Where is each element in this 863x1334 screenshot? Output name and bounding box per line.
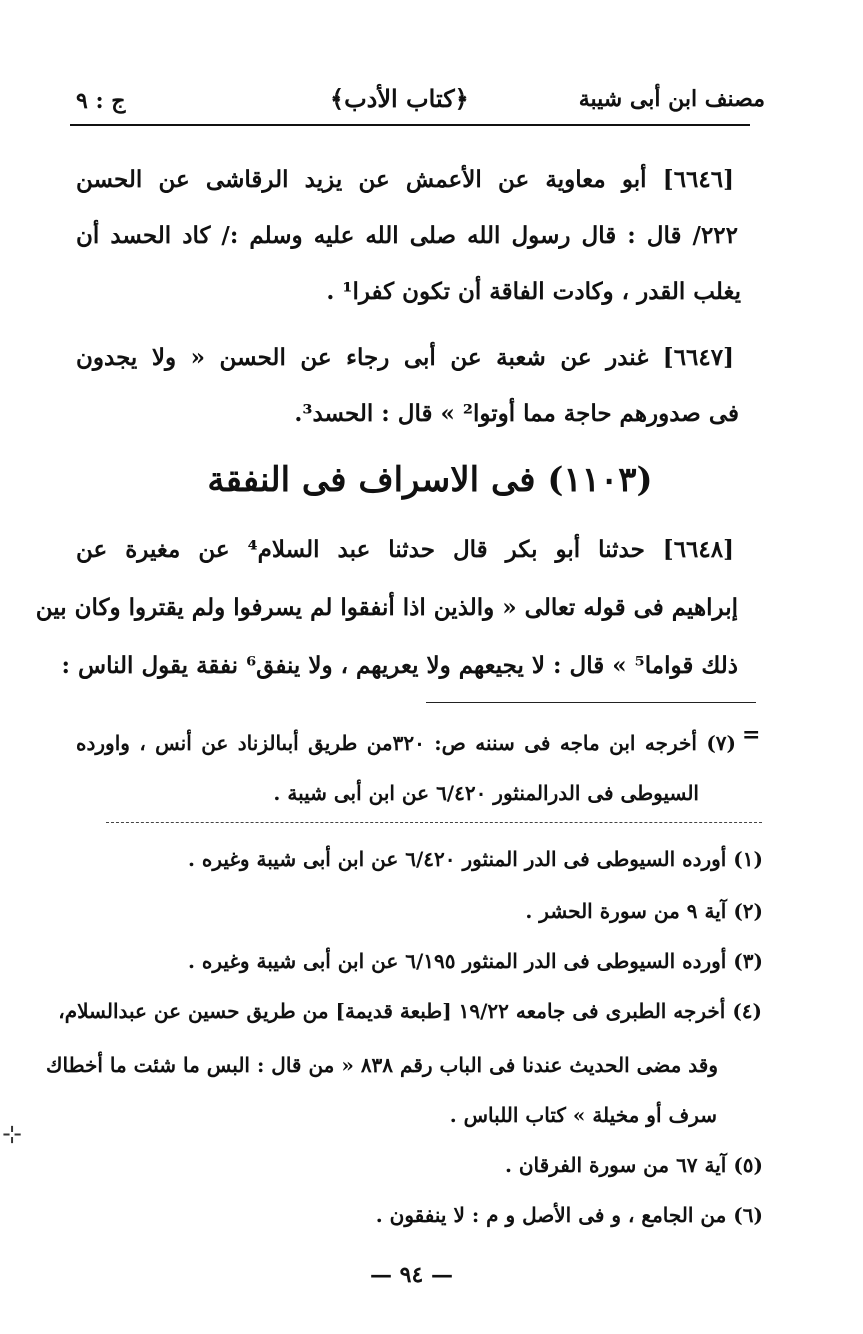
footnote-5: (٥) آية ٦٧ من سورة الفرقان . [504, 1153, 763, 1177]
hadith-6647-line-1: [٦٦٤٧] غندر عن شعبة عن أبى رجاء عن الحسن « ولا يجدون [76, 344, 734, 371]
continued-note-line-2: السيوطى فى الدرالمنثور ٦/٤٢٠ عن ابن أبى شيبة . [273, 781, 699, 805]
continued-note-line-1: (٧) أخرجه ابن ماجه فى سننه ص: ٣٢٠من طريق أبىالزناد عن أنس ، واورده [76, 731, 737, 755]
hadith-6647-line-2: فى صدورهم حاجة مما أوتوا² » قال : الحسد³. [294, 400, 739, 427]
footnote-4-line-3: سرف أو مخيلة » كتاب اللباس . [449, 1103, 717, 1127]
chapter-title: ﴿كتاب الأدب﴾ [330, 84, 469, 113]
page-number: — ٩٤ — [370, 1262, 453, 1288]
footnote-4-line-2: وقد مضى الحديث عندنا فى الباب رقم ٨٣٨ « من قال : البس ما شئت ما أخطاك [46, 1053, 718, 1077]
hadith-6648-line-2: إبراهيم فى قوله تعالى « والذين اذا أنفقوا لم يسرفوا ولم يقتروا وكان بين [35, 594, 738, 621]
hadith-6646-line-2: ٢٢٢/ قال : قال رسول الله صلى الله عليه وسلم :/ كاد الحسد أن [76, 222, 738, 249]
continuation-marker: = [742, 722, 761, 748]
hadith-6648-line-1: [٦٦٤٨] حدثنا أبو بكر قال حدثنا عبد السلام⁴ عن مغيرة عن [76, 536, 734, 563]
footnote-6: (٦) من الجامع ، و فى الأصل و م : لا ينفقون . [375, 1203, 763, 1227]
book-title: مصنف ابن أبى شيبة [578, 86, 765, 112]
footnote-2: (٢) آية ٩ من سورة الحشر . [525, 899, 763, 923]
hadith-6646-line-3: يغلب القدر ، وكادت الفاقة أن تكون كفرا¹ . [326, 278, 741, 305]
footnote-1: (١) أورده السيوطى فى الدر المنثور ٦/٤٢٠ عن ابن أبى شيبة وغيره . [187, 847, 763, 871]
volume-number: ج : ٩ [76, 88, 126, 114]
section-heading: (١١٠٣) فى الاسراف فى النفقة [207, 460, 653, 500]
hadith-6646-line-1: [٦٦٤٦] أبو معاوية عن الأعمش عن يزيد الرقاشى عن الحسن [76, 166, 734, 193]
header-rule [70, 124, 750, 126]
hadith-6648-line-3: ذلك قواما⁵ » قال : لا يجيعهم ولا يعريهم ، ولا ينفق⁶ نفقة يقول الناس : [61, 652, 738, 679]
footnote-separator [426, 702, 756, 703]
footnote-4-line-1: (٤) أخرجه الطبرى فى جامعه ١٩/٢٢ [طبعة قديمة] من طريق حسين عن عبدالسلام، [58, 999, 762, 1023]
footnote-3: (٣) أورده السيوطى فى الدر المنثور ٦/١٩٥ عن ابن أبى شيبة وغيره . [187, 949, 763, 973]
note-divider [106, 822, 762, 823]
margin-mark-icon: ⊹ [2, 1120, 23, 1148]
